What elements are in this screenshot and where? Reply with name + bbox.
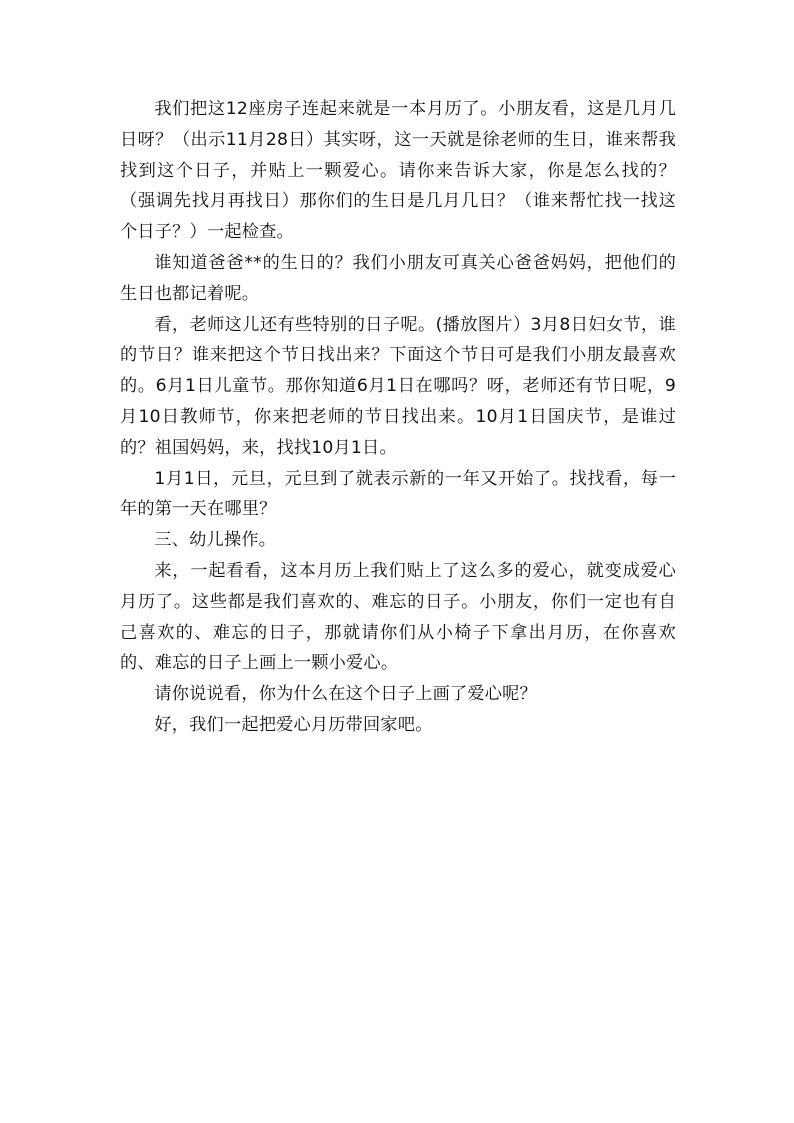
- document-body: [120, 94, 676, 741]
- paragraph-question: 请你说说看，你为什么在这个日子上画了爱心呢？: [154, 684, 537, 705]
- paragraph-calendar-intro: 我们把这12座房子连起来就是一本月历了。小朋友看，这是几月几日呀？（出示11月28日）其实呀，这一天就是徐老师的生日，谁来帮我找到这个日子，并贴上一颗爱心。请你来告诉大家，你是怎么找的？（强调先找月再找日）那你们的生日是几月几日？（谁来帮忙找一找这个日子？）一起检查。: [120, 99, 676, 243]
- paragraph-closing: 好，我们一起把爱心月历带回家吧。: [154, 714, 433, 735]
- section-heading-child-operation: 三、幼儿操作。: [154, 530, 277, 551]
- paragraph-special-days: 看，老师这儿还有些特别的日子呢。(播放图片）3月8日妇女节，谁的节日？谁来把这个节日找出来？下面这个节日可是我们小朋友最喜欢的。6月1日儿童节。那你知道6月1日在哪吗？呀，老师还有节日呢，9月10日教师节，你来把老师的节日找出来。10月1日国庆节，是谁过的？祖国妈妈，来，找找10月1日。: [120, 314, 676, 458]
- paragraph-new-year: 1月1日，元旦，元旦到了就表示新的一年又开始了。找找看，每一年的第一天在哪里？: [120, 468, 676, 520]
- paragraph-love-calendar: 来，一起看看，这本月历上我们贴上了这么多的爱心，就变成爱心月历了。这些都是我们喜欢的、难忘的日子。小朋友，你们一定也有自己喜欢的、难忘的日子，那就请你们从小椅子下拿出月历，在你喜欢的、难忘的日子上画上一颗小爱心。: [120, 560, 676, 674]
- paragraph-parents-birthday: 谁知道爸爸**的生日的？我们小朋友可真关心爸爸妈妈，把他们的生日也都记着呢。: [120, 252, 676, 304]
